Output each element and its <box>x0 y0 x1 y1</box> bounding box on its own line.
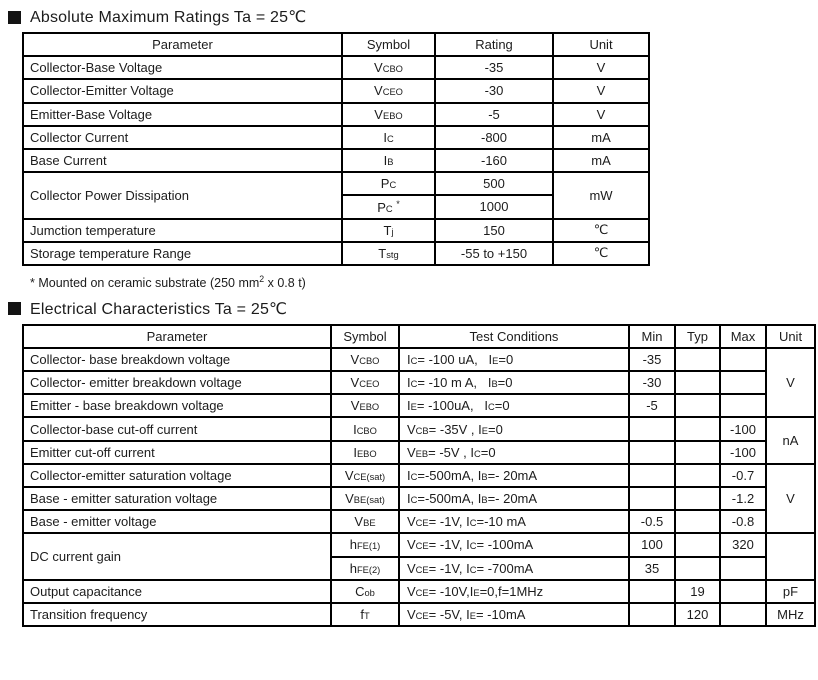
conditions-cell: IC=-500mA, IB=- 20mA <box>399 464 629 487</box>
symbol-cell: VEBO <box>342 103 435 126</box>
table-row <box>23 580 815 603</box>
table-row <box>23 149 649 172</box>
table-row <box>23 103 649 126</box>
unit-cell: V <box>553 79 649 102</box>
max-cell <box>720 557 766 580</box>
symbol-cell: VCEO <box>331 371 399 394</box>
typ-cell <box>675 441 720 464</box>
max-cell: 320 <box>720 533 766 556</box>
parameter-cell: Collector- emitter breakdown voltage <box>23 371 331 394</box>
section-title: Electrical Characteristics Ta = 25℃ <box>30 300 288 318</box>
symbol-cell: Tj <box>342 219 435 242</box>
min-cell: -5 <box>629 394 675 417</box>
section-heading-electrical-characteristics <box>8 299 818 319</box>
footnote: * Mounted on ceramic substrate (250 $mm^2$ x 0.8 t) <box>30 273 306 290</box>
conditions-cell: VEB= -5V , IC=0 <box>399 441 629 464</box>
parameter-cell: Base Current <box>23 149 342 172</box>
table-row <box>23 79 649 102</box>
unit-cell: mW <box>553 172 649 218</box>
unit-cell: V <box>766 348 815 418</box>
col-header-symbol: Symbol <box>331 325 399 348</box>
typ-cell <box>675 557 720 580</box>
col-header-parameter: Parameter <box>23 325 331 348</box>
rating-cell: -55 to +150 <box>435 242 553 265</box>
min-cell: -35 <box>629 348 675 371</box>
col-header-min: Min <box>629 325 675 348</box>
table-row <box>23 242 649 265</box>
col-header-rating: Rating <box>435 33 553 56</box>
parameter-cell: Jumction temperature <box>23 219 342 242</box>
col-header-unit: Unit <box>553 33 649 56</box>
conditions-cell: IC=-500mA, IB=- 20mA <box>399 487 629 510</box>
typ-cell <box>675 394 720 417</box>
col-header-test-conditions: Test Conditions <box>399 325 629 348</box>
parameter-cell: Emitter-Base Voltage <box>23 103 342 126</box>
symbol-cell: ICBO <box>331 417 399 440</box>
min-cell <box>629 580 675 603</box>
max-cell <box>720 394 766 417</box>
square-bullet-icon <box>8 11 21 24</box>
parameter-cell: Emitter cut-off current <box>23 441 331 464</box>
table-row <box>23 219 649 242</box>
unit-cell: nA <box>766 417 815 463</box>
max-cell: -0.8 <box>720 510 766 533</box>
symbol-cell: VCBO <box>331 348 399 371</box>
electrical-characteristics-table <box>22 324 816 627</box>
parameter-cell: Collector-emitter saturation voltage <box>23 464 331 487</box>
unit-cell: mA <box>553 149 649 172</box>
table-row <box>23 56 649 79</box>
rating-cell: -800 <box>435 126 553 149</box>
parameter-cell: Emitter - base breakdown voltage <box>23 394 331 417</box>
conditions-cell: VCE= -1V, IC= -100mA <box>399 533 629 556</box>
symbol-cell: VCE(sat) <box>331 464 399 487</box>
unit-cell: V <box>766 464 815 534</box>
min-cell: -30 <box>629 371 675 394</box>
square-bullet-icon <box>8 302 21 315</box>
unit-cell: mA <box>553 126 649 149</box>
typ-cell <box>675 533 720 556</box>
section-heading-absolute-maximum-ratings <box>8 7 818 27</box>
symbol-cell: Tstg <box>342 242 435 265</box>
table-row <box>23 510 815 533</box>
col-header-max: Max <box>720 325 766 348</box>
parameter-cell: Base - emitter saturation voltage <box>23 487 331 510</box>
symbol-cell: VCEO <box>342 79 435 102</box>
parameter-cell: Collector Current <box>23 126 342 149</box>
col-header-symbol: Symbol <box>342 33 435 56</box>
typ-cell: 19 <box>675 580 720 603</box>
unit-cell <box>766 533 815 579</box>
min-cell <box>629 417 675 440</box>
col-header-typ: Typ <box>675 325 720 348</box>
typ-cell <box>675 348 720 371</box>
symbol-cell: VBE <box>331 510 399 533</box>
unit-cell: ℃ <box>553 219 649 242</box>
rating-cell: -160 <box>435 149 553 172</box>
min-cell <box>629 464 675 487</box>
rating-cell: 150 <box>435 219 553 242</box>
unit-cell: V <box>553 56 649 79</box>
symbol-cell: Cob <box>331 580 399 603</box>
parameter-cell: DC current gain <box>23 533 331 579</box>
parameter-cell: Output capacitance <box>23 580 331 603</box>
table-row <box>23 417 815 440</box>
col-header-parameter: Parameter <box>23 33 342 56</box>
rating-cell: 1000 <box>435 195 553 218</box>
parameter-cell: Collector-Base Voltage <box>23 56 342 79</box>
table-row <box>23 126 649 149</box>
conditions-cell: VCE= -1V, IC= -700mA <box>399 557 629 580</box>
symbol-cell: VCBO <box>342 56 435 79</box>
parameter-cell: Collector- base breakdown voltage <box>23 348 331 371</box>
symbol-cell: IB <box>342 149 435 172</box>
symbol-cell: IC <box>342 126 435 149</box>
rating-cell: 500 <box>435 172 553 195</box>
min-cell <box>629 603 675 626</box>
absolute-maximum-ratings-table <box>22 32 650 266</box>
col-header-unit: Unit <box>766 325 815 348</box>
conditions-cell: IC= -10 m A, IB=0 <box>399 371 629 394</box>
symbol-cell: IEBO <box>331 441 399 464</box>
symbol-cell: PC * <box>342 195 435 218</box>
table-row <box>23 371 815 394</box>
parameter-cell: Collector-base cut-off current <box>23 417 331 440</box>
section-title: Absolute Maximum Ratings Ta = 25℃ <box>30 9 307 26</box>
table-row <box>23 487 815 510</box>
max-cell: -100 <box>720 417 766 440</box>
typ-cell <box>675 417 720 440</box>
conditions-cell: IC= -100 uA, IE=0 <box>399 348 629 371</box>
table-row <box>23 603 815 626</box>
conditions-cell: IE= -100uA, IC=0 <box>399 394 629 417</box>
rating-cell: -30 <box>435 79 553 102</box>
min-cell: -0.5 <box>629 510 675 533</box>
max-cell <box>720 603 766 626</box>
unit-cell: V <box>553 103 649 126</box>
conditions-cell: VCB= -35V , IE=0 <box>399 417 629 440</box>
symbol-cell: hFE(1) <box>331 533 399 556</box>
typ-cell <box>675 371 720 394</box>
parameter-cell: Base - emitter voltage <box>23 510 331 533</box>
min-cell: 100 <box>629 533 675 556</box>
unit-cell: pF <box>766 580 815 603</box>
min-cell: 35 <box>629 557 675 580</box>
symbol-cell: VEBO <box>331 394 399 417</box>
symbol-cell: PC <box>342 172 435 195</box>
typ-cell <box>675 487 720 510</box>
conditions-cell: VCE= -5V, IE= -10mA <box>399 603 629 626</box>
min-cell <box>629 441 675 464</box>
conditions-cell: VCE= -1V, IC=-10 mA <box>399 510 629 533</box>
typ-cell <box>675 510 720 533</box>
symbol-cell: hFE(2) <box>331 557 399 580</box>
table-row <box>23 533 815 556</box>
parameter-cell: Storage temperature Range <box>23 242 342 265</box>
table-row <box>23 172 649 195</box>
table-row <box>23 394 815 417</box>
parameter-cell: Collector-Emitter Voltage <box>23 79 342 102</box>
table-row <box>23 441 815 464</box>
typ-cell <box>675 464 720 487</box>
parameter-cell: Collector Power Dissipation <box>23 172 342 218</box>
max-cell: -0.7 <box>720 464 766 487</box>
symbol-cell: VBE(sat) <box>331 487 399 510</box>
max-cell: -1.2 <box>720 487 766 510</box>
datasheet-page <box>0 7 818 627</box>
min-cell <box>629 487 675 510</box>
max-cell: -100 <box>720 441 766 464</box>
symbol-cell: fT <box>331 603 399 626</box>
max-cell <box>720 580 766 603</box>
unit-cell: ℃ <box>553 242 649 265</box>
parameter-cell: Transition frequency <box>23 603 331 626</box>
unit-cell: MHz <box>766 603 815 626</box>
table-row <box>23 464 815 487</box>
typ-cell: 120 <box>675 603 720 626</box>
conditions-cell: VCE= -10V,IE=0,f=1MHz <box>399 580 629 603</box>
table-row <box>23 348 815 371</box>
header-row <box>23 325 815 348</box>
rating-cell: -5 <box>435 103 553 126</box>
rating-cell: -35 <box>435 56 553 79</box>
header-row <box>23 33 649 56</box>
max-cell <box>720 371 766 394</box>
max-cell <box>720 348 766 371</box>
